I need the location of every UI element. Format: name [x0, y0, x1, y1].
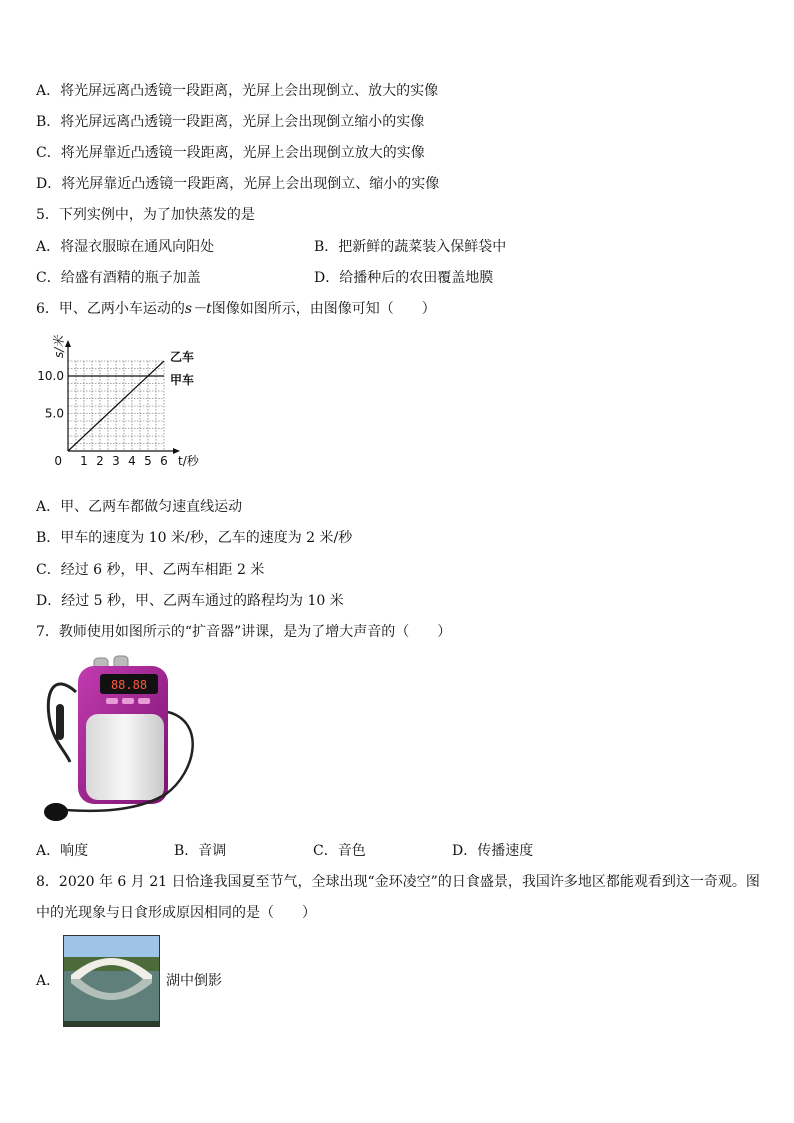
- x-tick-label: 4: [128, 454, 136, 468]
- q4-option-a: A．将光屏远离凸透镜一段距离，光屏上会出现倒立、放大的实像: [36, 83, 439, 99]
- q7-option-c: C．音色: [313, 843, 366, 859]
- microphone-icon: [44, 803, 68, 821]
- q4-option-b: B．将光屏远离凸透镜一段距离，光屏上会出现倒立缩小的实像: [36, 114, 425, 130]
- q8-option-a-label: A．: [36, 973, 61, 989]
- q8-stem-line1: 8．2020 年 6 月 21 日恰逢我国夏至节气，全球出现“金环凌空”的日食盛景，我国许多地区都能观看到这一奇观。图: [36, 874, 760, 890]
- y-tick-label: 5.0: [44, 406, 64, 421]
- q4-option-d: D．将光屏靠近凸透镜一段距离，光屏上会出现倒立、缩小的实像: [36, 176, 440, 192]
- q6-option-c: C．经过 6 秒，甲、乙两车相距 2 米: [36, 562, 265, 578]
- q4-option-c: C．将光屏靠近凸透镜一段距离，光屏上会出现倒立放大的实像: [36, 145, 425, 161]
- x-tick-label: 3: [112, 454, 120, 468]
- loudspeaker-image: [36, 652, 206, 827]
- speaker-button: [138, 698, 150, 704]
- legend-label-yi: 乙车: [170, 350, 195, 364]
- st-graph: [36, 334, 216, 480]
- speaker-button: [122, 698, 134, 704]
- legend-label-jia: 甲车: [170, 373, 195, 387]
- q5-option-b: B．把新鲜的蔬菜装入保鲜袋中: [314, 239, 507, 255]
- q7-stem: 7．教师使用如图所示的“扩音器”讲课，是为了增大声音的（ ）: [36, 624, 452, 640]
- q6-option-b: B．甲车的速度为 10 米/秒，乙车的速度为 2 米/秒: [36, 530, 353, 546]
- q8-stem-line2: 中的光现象与日食形成原因相同的是（ ）: [36, 905, 316, 921]
- x-tick-label: 1: [80, 454, 88, 468]
- q6-option-d: D．经过 5 秒，甲、乙两车通过的路程均为 10 米: [36, 593, 344, 609]
- origin-label: 0: [54, 454, 62, 468]
- q7-option-a: A．响度: [36, 843, 89, 859]
- chart-labels: [37, 335, 199, 468]
- q5-stem: 5．下列实例中，为了加快蒸发的是: [36, 207, 255, 223]
- q8-option-a-caption: 湖中倒影: [166, 973, 222, 989]
- y-axis-label: s/米: [52, 335, 66, 358]
- q7-option-d: D．传播速度: [452, 843, 534, 859]
- x-axis-label: t/秒: [178, 454, 199, 468]
- speaker-button: [106, 698, 118, 704]
- y-tick-label: 10.0: [37, 369, 64, 383]
- q5-option-c: C．给盛有酒精的瓶子加盖: [36, 270, 201, 286]
- q6-option-a: A．甲、乙两车都做匀速直线运动: [36, 499, 243, 515]
- x-tick-label: 5: [144, 454, 152, 468]
- speaker-display-text: 88.88: [110, 678, 148, 692]
- q5-option-a: A．将湿衣服晾在通风向阳处: [36, 239, 215, 255]
- headset-ear-pad: [56, 704, 64, 740]
- q6-stem: [36, 299, 436, 319]
- q7-option-b: B．音调: [174, 843, 227, 859]
- q6-stem-variable: s－t: [184, 301, 212, 317]
- q6-stem-part2: 图像如图所示，由图像可知（ ）: [211, 301, 436, 317]
- x-tick-label: 6: [160, 454, 168, 468]
- q5-option-d: D．给播种后的农田覆盖地膜: [314, 270, 494, 286]
- speaker-grill: [86, 714, 164, 800]
- x-tick-label: 2: [96, 454, 104, 468]
- bridge-reflection-image: [63, 935, 160, 1027]
- q6-stem-part1: 6．甲、乙两小车运动的: [36, 301, 185, 317]
